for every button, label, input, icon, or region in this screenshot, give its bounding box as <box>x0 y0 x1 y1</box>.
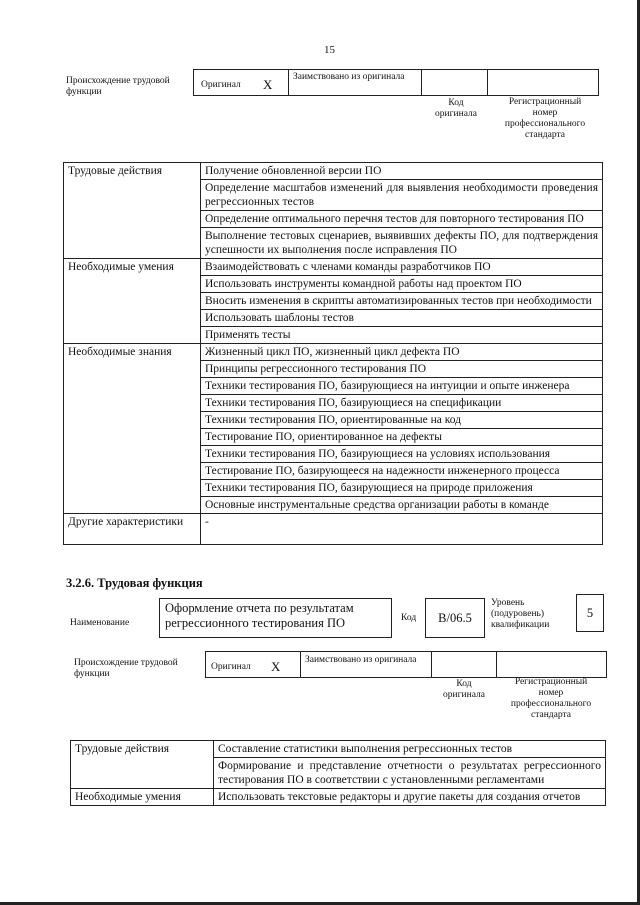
knowledge-item: Техники тестирования ПО, базирующиеся на спецификации <box>201 395 603 412</box>
labor-action: Определение оптимального перечня тестов для повторного тестирования ПО <box>201 211 603 228</box>
other-label: Другие характеристики <box>64 514 201 545</box>
labor-action: Формирование и представление отчетности о результатах регрессионного тестирования ПО в соответствии с установленными регламентами <box>214 758 606 789</box>
origin-mark: X <box>263 77 273 92</box>
level-value: 5 <box>576 594 604 632</box>
skills-label: Необходимые умения <box>64 259 201 344</box>
knowledge-item: Техники тестирования ПО, ориентированные на код <box>201 412 603 429</box>
knowledge-item: Тестирование ПО, ориентированное на дефекты <box>201 429 603 446</box>
knowledge-item: Принципы регрессионного тестирования ПО <box>201 361 603 378</box>
table-row <box>64 344 603 361</box>
reg-caption: Регистрационный номер профессионального стандарта <box>504 97 586 140</box>
name-label: Наименование <box>70 618 130 628</box>
table-row <box>64 163 603 180</box>
table-row <box>64 514 603 545</box>
table-row <box>71 789 606 806</box>
page-number: 15 <box>324 44 335 56</box>
knowledge-item: Тестирование ПО, базирующееся на надежности инженерного процесса <box>201 463 603 480</box>
code-caption: Код оригинала <box>443 679 485 700</box>
reg-caption: Регистрационный номер профессионального стандарта <box>510 677 592 720</box>
skill: Взаимодействовать с членами команды разработчиков ПО <box>201 259 603 276</box>
level-label: Уровень (подуровень) квалификации <box>491 598 550 630</box>
skill: Использовать шаблоны тестов <box>201 310 603 327</box>
table-row <box>71 741 606 758</box>
origin-borrowed: Заимствовано из оригинала <box>305 655 417 665</box>
skill: Применять тесты <box>201 327 603 344</box>
code-value: B/06.5 <box>425 598 485 638</box>
labor-actions-label: Трудовые действия <box>64 163 201 259</box>
code-caption: Код оригинала <box>435 98 477 119</box>
labor-action: Составление статистики выполнения регрессионных тестов <box>214 741 606 758</box>
table-functions-2 <box>70 740 606 806</box>
code-label: Код <box>401 613 417 623</box>
knowledge-label: Необходимые знания <box>64 344 201 514</box>
skills-label: Необходимые умения <box>71 789 214 806</box>
knowledge-item: Основные инструментальные средства организации работы в команде <box>201 497 603 514</box>
labor-action: Получение обновленной версии ПО <box>201 163 603 180</box>
knowledge-item: Техники тестирования ПО, базирующиеся на природе приложения <box>201 480 603 497</box>
labor-actions-label: Трудовые действия <box>71 741 214 789</box>
origin-label: Происхождение трудовой функции <box>74 658 178 679</box>
table-functions-1 <box>63 162 603 545</box>
knowledge-item: Техники тестирования ПО, базирующиеся на интуиции и опыте инженера <box>201 378 603 395</box>
skill: Использовать текстовые редакторы и другие пакеты для создания отчетов <box>214 789 606 806</box>
labor-action: Определение масштабов изменений для выявления необходимости проведения регрессионных тестов <box>201 180 603 211</box>
table-row <box>64 259 603 276</box>
knowledge-item: Техники тестирования ПО, базирующиеся на условиях использования <box>201 446 603 463</box>
knowledge-item: Жизненный цикл ПО, жизненный цикл дефекта ПО <box>201 344 603 361</box>
origin-mark: X <box>271 659 281 674</box>
skill: Использовать инструменты командной работы над проектом ПО <box>201 276 603 293</box>
skill: Вносить изменения в скрипты автоматизированных тестов при необходимости <box>201 293 603 310</box>
origin-borrowed: Заимствовано из оригинала <box>293 72 405 82</box>
labor-action: Выполнение тестовых сценариев, выявивших дефекты ПО, для подтверждения успешности их выполнения после исправления ПО <box>201 228 603 259</box>
origin-label: Происхождение трудовой функции <box>66 76 170 97</box>
section-heading: 3.2.6. Трудовая функция <box>66 576 203 590</box>
name-value: Оформление отчета по результатам регрессионного тестирования ПО <box>159 598 392 638</box>
other-value: - <box>201 514 603 545</box>
origin-original: Оригинал <box>201 80 241 90</box>
origin-original: Оригинал <box>211 662 251 672</box>
